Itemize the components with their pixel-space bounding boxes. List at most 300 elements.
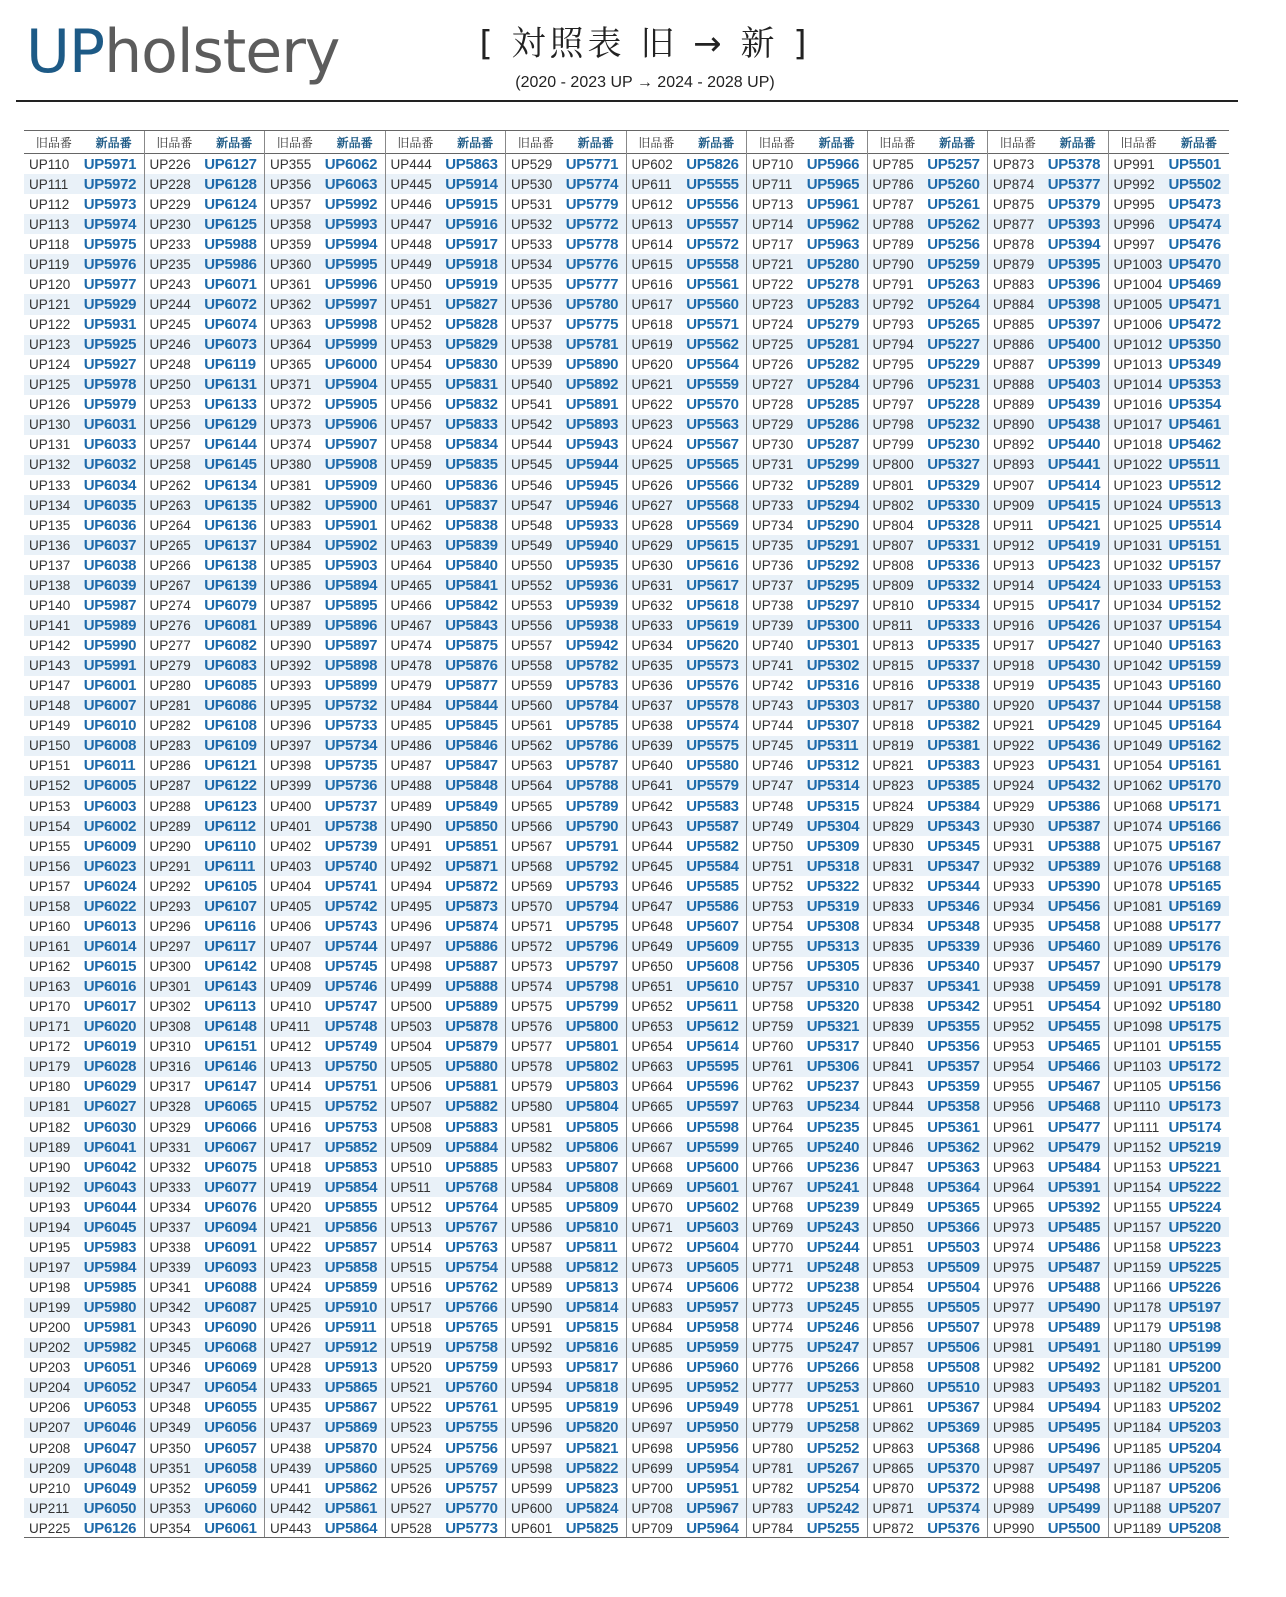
old-part-number: UP780 xyxy=(752,1440,794,1456)
new-part-number: UP5479 xyxy=(1047,1138,1101,1156)
table-row xyxy=(627,274,747,294)
old-part-number: UP781 xyxy=(752,1460,794,1476)
table-row xyxy=(1109,555,1230,575)
table-row xyxy=(145,696,265,716)
old-part-number: UP571 xyxy=(511,918,553,934)
new-part-number: UP5556 xyxy=(686,195,739,213)
old-part-number: UP840 xyxy=(872,1039,914,1055)
old-part-number: UP403 xyxy=(270,858,312,874)
table-row xyxy=(386,1518,506,1538)
table-row xyxy=(1109,335,1230,355)
table-row xyxy=(145,274,265,294)
old-part-number: UP921 xyxy=(993,718,1035,734)
old-part-number: UP384 xyxy=(270,537,312,553)
table-row xyxy=(988,1518,1108,1538)
table-row xyxy=(506,656,626,676)
old-part-number: UP256 xyxy=(149,417,191,433)
new-part-number: UP5815 xyxy=(565,1319,619,1337)
table-row xyxy=(988,194,1108,214)
table-row xyxy=(988,294,1108,314)
new-part-number: UP5427 xyxy=(1047,637,1101,655)
table-row xyxy=(386,636,506,656)
new-part-number: UP5429 xyxy=(1047,717,1101,735)
new-part-number: UP5992 xyxy=(324,195,378,213)
new-part-number: UP5349 xyxy=(1168,356,1221,374)
table-row xyxy=(265,1478,385,1498)
table-row xyxy=(386,1017,506,1037)
table-row xyxy=(868,174,988,194)
table-row xyxy=(1109,1358,1230,1378)
new-part-number: UP5222 xyxy=(1168,1178,1221,1196)
old-part-number: UP341 xyxy=(149,1280,191,1296)
old-part-number: UP435 xyxy=(270,1400,312,1416)
new-part-number: UP5493 xyxy=(1047,1379,1101,1397)
table-row xyxy=(747,1418,867,1438)
table-row xyxy=(386,335,506,355)
new-part-number: UP5502 xyxy=(1168,175,1221,193)
new-part-number: UP5915 xyxy=(445,195,498,213)
table-row xyxy=(988,495,1108,515)
new-part-number: UP5807 xyxy=(565,1158,619,1176)
old-part-number: UP1014 xyxy=(1113,377,1163,393)
old-part-number: UP416 xyxy=(270,1119,312,1135)
table-row xyxy=(386,234,506,254)
new-part-number: UP5760 xyxy=(445,1379,498,1397)
new-part-number: UP5254 xyxy=(806,1479,860,1497)
new-part-number: UP5841 xyxy=(445,576,498,594)
table-row xyxy=(24,776,144,796)
old-part-number: UP931 xyxy=(993,838,1035,854)
old-part-number: UP832 xyxy=(872,878,914,894)
table-row xyxy=(24,1378,144,1398)
old-part-number: UP594 xyxy=(511,1380,553,1396)
table-row xyxy=(627,1418,747,1438)
new-part-number: UP5431 xyxy=(1047,757,1101,775)
table-row xyxy=(868,274,988,294)
new-part-number: UP5994 xyxy=(324,235,378,253)
column-header xyxy=(988,131,1108,154)
old-part-number: UP636 xyxy=(631,678,673,694)
old-part-number: UP193 xyxy=(29,1199,71,1215)
table-row xyxy=(747,1298,867,1318)
old-part-number: UP1184 xyxy=(1113,1420,1162,1436)
old-part-number: UP289 xyxy=(149,818,191,834)
old-part-number: UP740 xyxy=(752,638,794,654)
column-body xyxy=(1109,154,1230,1538)
table-row xyxy=(24,455,144,475)
old-part-number: UP773 xyxy=(752,1300,794,1316)
old-part-number: UP1078 xyxy=(1113,878,1163,894)
old-part-number: UP542 xyxy=(511,417,553,433)
old-part-number: UP121 xyxy=(29,296,71,312)
new-part-number: UP5860 xyxy=(324,1459,378,1477)
old-part-number: UP333 xyxy=(149,1179,191,1195)
old-part-number: UP556 xyxy=(511,617,553,633)
new-part-number: UP5864 xyxy=(324,1519,378,1537)
old-part-number: UP406 xyxy=(270,918,312,934)
new-part-number: UP5228 xyxy=(927,396,980,414)
old-part-number: UP730 xyxy=(752,437,794,453)
table-row xyxy=(145,1478,265,1498)
table-row xyxy=(386,1197,506,1217)
table-row xyxy=(747,294,867,314)
new-part-number: UP5163 xyxy=(1168,637,1221,655)
header-old-label: 旧品番 xyxy=(397,135,434,150)
old-part-number: UP757 xyxy=(752,979,794,995)
table-row xyxy=(988,1257,1108,1277)
old-part-number: UP246 xyxy=(149,337,191,353)
new-part-number: UP5925 xyxy=(83,336,137,354)
new-part-number: UP5843 xyxy=(445,616,498,634)
new-part-number: UP6086 xyxy=(204,697,257,715)
old-part-number: UP148 xyxy=(29,698,71,714)
old-part-number: UP209 xyxy=(29,1460,71,1476)
old-part-number: UP877 xyxy=(993,216,1035,232)
table-row xyxy=(386,1398,506,1418)
new-part-number: UP5358 xyxy=(927,1098,980,1116)
table-row xyxy=(386,1157,506,1177)
table-row xyxy=(506,535,626,555)
table-row xyxy=(868,997,988,1017)
old-part-number: UP288 xyxy=(149,798,191,814)
old-part-number: UP398 xyxy=(270,758,312,774)
new-part-number: UP6055 xyxy=(204,1399,257,1417)
new-part-number: UP5788 xyxy=(565,777,619,795)
old-part-number: UP992 xyxy=(1113,176,1155,192)
new-part-number: UP5596 xyxy=(686,1078,739,1096)
table-row xyxy=(1109,656,1230,676)
table-row xyxy=(386,154,506,174)
old-part-number: UP498 xyxy=(390,959,432,975)
new-part-number: UP5892 xyxy=(565,376,619,394)
table-row xyxy=(627,254,747,274)
new-part-number: UP5981 xyxy=(83,1319,137,1337)
new-part-number: UP5403 xyxy=(1047,376,1101,394)
table-row xyxy=(988,816,1108,836)
table-row xyxy=(627,415,747,435)
old-part-number: UP496 xyxy=(390,918,432,934)
new-part-number: UP5882 xyxy=(445,1098,498,1116)
old-part-number: UP349 xyxy=(149,1420,191,1436)
old-part-number: UP120 xyxy=(29,276,71,292)
new-part-number: UP5602 xyxy=(686,1198,739,1216)
table-row xyxy=(506,756,626,776)
table-row xyxy=(24,656,144,676)
table-row xyxy=(868,1518,988,1538)
old-part-number: UP1033 xyxy=(1113,577,1163,593)
table-row xyxy=(145,595,265,615)
table-row xyxy=(265,1117,385,1137)
table-row xyxy=(145,1157,265,1177)
table-row xyxy=(627,1278,747,1298)
table-row xyxy=(386,274,506,294)
old-part-number: UP1040 xyxy=(1113,638,1163,654)
new-part-number: UP5509 xyxy=(927,1258,980,1276)
table-row xyxy=(386,315,506,335)
table-row xyxy=(627,856,747,876)
old-part-number: UP1054 xyxy=(1113,758,1163,774)
old-part-number: UP535 xyxy=(511,276,553,292)
table-row xyxy=(386,595,506,615)
old-part-number: UP393 xyxy=(270,678,312,694)
old-part-number: UP525 xyxy=(390,1460,432,1476)
header-old-label: 旧品番 xyxy=(35,135,72,150)
new-part-number: UP5338 xyxy=(927,677,980,695)
new-part-number: UP5162 xyxy=(1168,737,1221,755)
new-part-number: UP6083 xyxy=(204,657,257,675)
new-part-number: UP5916 xyxy=(445,215,498,233)
new-part-number: UP5993 xyxy=(324,215,378,233)
column-body xyxy=(747,154,867,1538)
old-part-number: UP771 xyxy=(752,1259,794,1275)
new-part-number: UP5614 xyxy=(686,1038,739,1056)
new-part-number: UP5837 xyxy=(445,496,498,514)
table-row xyxy=(265,796,385,816)
new-part-number: UP5974 xyxy=(83,215,137,233)
old-part-number: UP865 xyxy=(872,1460,914,1476)
table-row xyxy=(747,636,867,656)
old-part-number: UP152 xyxy=(29,778,71,794)
new-part-number: UP5886 xyxy=(445,937,498,955)
old-part-number: UP131 xyxy=(29,437,71,453)
table-row xyxy=(506,876,626,896)
table-column xyxy=(747,131,868,1537)
table-row xyxy=(627,294,747,314)
new-part-number: UP5220 xyxy=(1168,1218,1221,1236)
header-old-label: 旧品番 xyxy=(758,135,795,150)
table-row xyxy=(24,515,144,535)
new-part-number: UP5344 xyxy=(927,877,980,895)
old-part-number: UP197 xyxy=(29,1259,71,1275)
old-part-number: UP210 xyxy=(29,1480,71,1496)
new-part-number: UP5945 xyxy=(565,476,619,494)
table-row xyxy=(506,716,626,736)
old-part-number: UP577 xyxy=(511,1039,553,1055)
table-row xyxy=(386,1418,506,1438)
old-part-number: UP769 xyxy=(752,1219,794,1235)
old-part-number: UP601 xyxy=(511,1520,553,1536)
new-part-number: UP6060 xyxy=(204,1499,257,1517)
old-part-number: UP764 xyxy=(752,1119,794,1135)
table-row xyxy=(627,836,747,856)
table-row xyxy=(868,1298,988,1318)
old-part-number: UP292 xyxy=(149,878,191,894)
new-part-number: UP5345 xyxy=(927,837,980,855)
new-part-number: UP5818 xyxy=(565,1379,619,1397)
old-part-number: UP724 xyxy=(752,317,794,333)
table-row xyxy=(265,1278,385,1298)
table-row xyxy=(24,1478,144,1498)
new-part-number: UP5238 xyxy=(806,1279,860,1297)
header-new-label: 新品番 xyxy=(939,135,976,150)
table-row xyxy=(24,856,144,876)
table-row xyxy=(24,595,144,615)
new-part-number: UP5885 xyxy=(445,1158,498,1176)
new-part-number: UP6053 xyxy=(83,1399,137,1417)
old-part-number: UP742 xyxy=(752,678,794,694)
table-row xyxy=(627,515,747,535)
new-part-number: UP6038 xyxy=(83,556,137,574)
old-part-number: UP641 xyxy=(631,778,673,794)
new-part-number: UP5832 xyxy=(445,396,498,414)
new-part-number: UP5396 xyxy=(1047,275,1101,293)
table-row xyxy=(627,214,747,234)
table-row xyxy=(988,1097,1108,1117)
old-part-number: UP784 xyxy=(752,1520,794,1536)
new-part-number: UP6069 xyxy=(204,1359,257,1377)
old-part-number: UP539 xyxy=(511,357,553,373)
new-part-number: UP5306 xyxy=(806,1058,860,1076)
table-row xyxy=(265,696,385,716)
table-row xyxy=(24,997,144,1017)
old-part-number: UP838 xyxy=(872,999,914,1015)
new-part-number: UP6125 xyxy=(204,215,257,233)
table-row xyxy=(988,455,1108,475)
old-part-number: UP296 xyxy=(149,918,191,934)
table-row xyxy=(506,234,626,254)
new-part-number: UP5737 xyxy=(324,797,378,815)
new-part-number: UP5308 xyxy=(806,917,860,935)
table-row xyxy=(747,1518,867,1538)
old-part-number: UP274 xyxy=(149,597,191,613)
table-row xyxy=(386,495,506,515)
old-part-number: UP518 xyxy=(390,1320,432,1336)
new-part-number: UP5178 xyxy=(1168,978,1221,996)
new-part-number: UP6058 xyxy=(204,1459,257,1477)
table-row xyxy=(386,395,506,415)
old-part-number: UP383 xyxy=(270,517,312,533)
old-part-number: UP385 xyxy=(270,557,312,573)
new-part-number: UP5878 xyxy=(445,1018,498,1036)
old-part-number: UP570 xyxy=(511,898,553,914)
old-part-number: UP763 xyxy=(752,1099,794,1115)
new-part-number: UP5736 xyxy=(324,777,378,795)
new-part-number: UP6076 xyxy=(204,1198,257,1216)
table-row xyxy=(988,676,1108,696)
new-part-number: UP6123 xyxy=(204,797,257,815)
old-part-number: UP150 xyxy=(29,738,71,754)
new-part-number: UP5774 xyxy=(565,175,619,193)
table-row xyxy=(24,1338,144,1358)
new-part-number: UP5342 xyxy=(927,998,980,1016)
new-part-number: UP6023 xyxy=(83,857,137,875)
old-part-number: UP389 xyxy=(270,617,312,633)
old-part-number: UP400 xyxy=(270,798,312,814)
old-part-number: UP492 xyxy=(390,858,432,874)
table-row xyxy=(627,535,747,555)
old-part-number: UP804 xyxy=(872,517,914,533)
old-part-number: UP505 xyxy=(390,1059,432,1075)
old-part-number: UP933 xyxy=(993,878,1035,894)
old-part-number: UP1103 xyxy=(1113,1059,1162,1075)
old-part-number: UP593 xyxy=(511,1360,553,1376)
old-part-number: UP727 xyxy=(752,377,794,393)
old-part-number: UP745 xyxy=(752,738,794,754)
new-part-number: UP5830 xyxy=(445,356,498,374)
table-row xyxy=(747,776,867,796)
table-row xyxy=(506,736,626,756)
old-part-number: UP1180 xyxy=(1113,1340,1162,1356)
new-part-number: UP5477 xyxy=(1047,1118,1101,1136)
table-row xyxy=(747,1097,867,1117)
new-part-number: UP6028 xyxy=(83,1058,137,1076)
table-row xyxy=(627,1518,747,1538)
new-part-number: UP6136 xyxy=(204,516,257,534)
new-part-number: UP5617 xyxy=(686,576,739,594)
table-row xyxy=(386,796,506,816)
old-part-number: UP332 xyxy=(149,1159,191,1175)
old-part-number: UP564 xyxy=(511,778,553,794)
column-header xyxy=(386,131,506,154)
old-part-number: UP585 xyxy=(511,1199,553,1215)
old-part-number: UP938 xyxy=(993,979,1035,995)
table-row xyxy=(145,475,265,495)
old-part-number: UP364 xyxy=(270,337,312,353)
table-row xyxy=(1109,495,1230,515)
table-row xyxy=(1109,234,1230,254)
old-part-number: UP774 xyxy=(752,1320,794,1336)
new-part-number: UP5315 xyxy=(806,797,860,815)
table-column xyxy=(988,131,1109,1537)
new-part-number: UP5787 xyxy=(565,757,619,775)
new-part-number: UP6015 xyxy=(83,958,137,976)
table-row xyxy=(747,656,867,676)
table-row xyxy=(868,676,988,696)
new-part-number: UP5496 xyxy=(1047,1439,1101,1457)
table-row xyxy=(386,916,506,936)
old-part-number: UP879 xyxy=(993,256,1035,272)
new-part-number: UP5571 xyxy=(686,316,739,334)
table-row xyxy=(24,1177,144,1197)
new-part-number: UP5735 xyxy=(324,757,378,775)
table-row xyxy=(747,455,867,475)
table-row xyxy=(747,1037,867,1057)
new-part-number: UP5221 xyxy=(1168,1158,1221,1176)
old-part-number: UP541 xyxy=(511,397,553,413)
old-part-number: UP352 xyxy=(149,1480,191,1496)
table-row xyxy=(24,435,144,455)
table-row xyxy=(386,254,506,274)
table-row xyxy=(868,1097,988,1117)
old-part-number: UP818 xyxy=(872,718,914,734)
old-part-number: UP514 xyxy=(390,1239,432,1255)
old-part-number: UP737 xyxy=(752,577,794,593)
new-part-number: UP5564 xyxy=(686,356,739,374)
new-part-number: UP5292 xyxy=(806,556,860,574)
old-part-number: UP746 xyxy=(752,758,794,774)
old-part-number: UP592 xyxy=(511,1340,553,1356)
new-part-number: UP5255 xyxy=(806,1519,860,1537)
old-part-number: UP441 xyxy=(270,1480,312,1496)
table-row xyxy=(868,1137,988,1157)
new-part-number: UP5314 xyxy=(806,777,860,795)
old-part-number: UP885 xyxy=(993,317,1035,333)
old-part-number: UP1012 xyxy=(1113,337,1163,353)
new-part-number: UP5304 xyxy=(806,817,860,835)
new-part-number: UP5514 xyxy=(1168,516,1221,534)
table-row xyxy=(747,1358,867,1378)
table-row xyxy=(747,756,867,776)
table-row xyxy=(386,836,506,856)
header-old-label: 旧品番 xyxy=(879,135,916,150)
table-row xyxy=(1109,194,1230,214)
new-part-number: UP6085 xyxy=(204,677,257,695)
table-row xyxy=(627,997,747,1017)
table-row xyxy=(1109,696,1230,716)
table-row xyxy=(1109,435,1230,455)
table-row xyxy=(265,435,385,455)
new-part-number: UP5918 xyxy=(445,255,498,273)
